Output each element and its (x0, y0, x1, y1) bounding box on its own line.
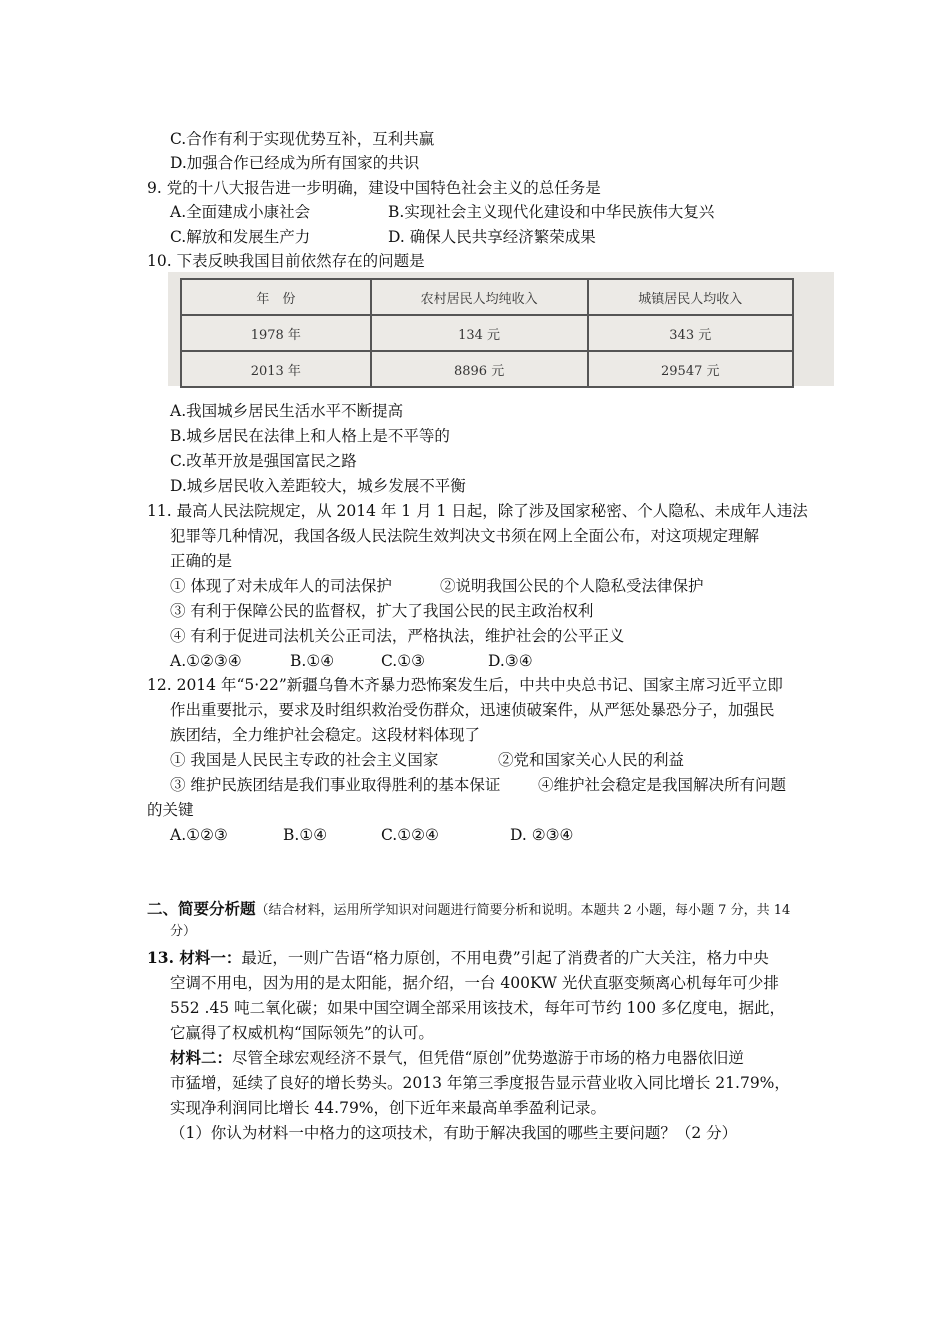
q11-statement-3: ③ 有利于保障公民的监督权，扩大了我国公民的民主政治权利 (170, 602, 594, 620)
q11-statement-1: ① 体现了对未成年人的司法保护 (170, 577, 392, 595)
q13-material2-line2: 市猛增，延续了良好的增长势头。2013 年第三季度报告显示营业收入同比增长 21.79%， (170, 1074, 790, 1092)
q12-option-c: C.①②④ (381, 826, 439, 844)
q10-stem: 10. 下表反映我国目前依然存在的问题是 (147, 252, 425, 270)
q11-statement-2: ②说明我国公民的个人隐私受法律保护 (440, 577, 704, 595)
table-cell: 343 元 (588, 315, 793, 351)
section2-note: （结合材料，运用所学知识对问题进行简要分析和说明。本题共 2 小题，每小题 7 分，共 14 (255, 903, 791, 918)
q11-stem-line1: 11. 最高人民法院规定，从 2014 年 1 月 1 日起，除了涉及国家秘密、个人隐私、未成年人违法 (147, 502, 808, 520)
table-header-cell: 农村居民人均纯收入 (371, 279, 588, 315)
q9-option-c: C.解放和发展生产力 (170, 228, 311, 246)
q13-material1-label: 13. 材料一： (147, 948, 242, 967)
q13-subquestion-1: （1）你认为材料一中格力的这项技术，有助于解决我国的哪些主要问题？（2 分） (170, 1124, 738, 1142)
q12-stem-line2: 作出重要批示，要求及时组织救治受伤群众，迅速侦破案件，从严惩处暴恐分子，加强民 (170, 701, 775, 719)
q8-option-d: D.加强合作已经成为所有国家的共识 (170, 154, 420, 172)
table-cell: 29547 元 (588, 351, 793, 387)
q13-material2-line3: 实现净利润同比增长 44.79%，创下近年来最高单季盈利记录。 (170, 1099, 607, 1117)
q12-option-b: B.①④ (283, 826, 328, 844)
q10-option-d: D.城乡居民收入差距较大，城乡发展不平衡 (170, 477, 466, 495)
q13-material1-line3: 552 .45 吨二氧化碳；如果中国空调全部采用该技术，每年可节约 100 多亿度电，据此， (170, 999, 786, 1017)
q12-statement-1: ① 我国是人民民主专政的社会主义国家 (170, 751, 439, 769)
q9-option-a: A.全面建成小康社会 (170, 203, 311, 221)
q12-option-d: D. ②③④ (510, 826, 574, 844)
table-cell: 8896 元 (371, 351, 588, 387)
table-cell: 1978 年 (181, 315, 371, 351)
q10-option-a: A.我国城乡居民生活水平不断提高 (170, 402, 404, 420)
table-header-cell: 年 份 (181, 279, 371, 315)
q12-option-a: A.①②③ (170, 826, 228, 844)
table-header-row (181, 279, 793, 315)
q12-statement-4-cont: 的关键 (147, 801, 194, 819)
q13-material1-line2: 空调不用电，因为用的是太阳能，据介绍，一台 400KW 光伏直驱变频离心机每年可少排 (170, 974, 779, 992)
table-header-cell: 城镇居民人均收入 (588, 279, 793, 315)
q13-material1-line1 (147, 947, 769, 969)
q9-option-b: B.实现社会主义现代化建设和中华民族伟大复兴 (388, 203, 715, 221)
q11-stem-line2: 犯罪等几种情况，我国各级人民法院生效判决文书须在网上全面公布，对这项规定理解 (170, 527, 760, 545)
q12-statement-3: ③ 维护民族团结是我们事业取得胜利的基本保证 (170, 776, 501, 794)
q9-option-d: D. 确保人民共享经济繁荣成果 (388, 228, 596, 246)
q13-material2-line1 (170, 1047, 744, 1069)
section2-note-cont: 分） (170, 924, 197, 939)
q11-option-d: D.③④ (488, 652, 533, 670)
q13-material1-line4: 它赢得了权威机构“国际领先”的认可。 (170, 1024, 434, 1042)
q11-statement-4: ④ 有利于促进司法机关公正司法，严格执法，维护社会的公平正义 (170, 627, 625, 645)
table-row (181, 315, 793, 351)
q10-option-b: B.城乡居民在法律上和人格上是不平等的 (170, 427, 450, 445)
q12-stem-line1: 12. 2014 年“5·22”新疆乌鲁木齐暴力恐怖案发生后，中共中央总书记、国家主席习近平立即 (147, 676, 783, 694)
table-row (181, 351, 793, 387)
q12-stem-line3: 族团结，全力维护社会稳定。这段材料体现了 (170, 726, 481, 744)
q13-material1-text: 最近，一则广告语“格力原创，不用电费”引起了消费者的广大关注，格力中央 (241, 949, 769, 967)
q13-material2-label: 材料二： (170, 1048, 233, 1067)
q12-statement-2: ②党和国家关心人民的利益 (498, 751, 685, 769)
q10-option-c: C.改革开放是强国富民之路 (170, 452, 357, 470)
income-table (180, 278, 794, 388)
q11-option-c: C.①③ (381, 652, 426, 670)
q13-material2-text: 尽管全球宏观经济不景气，但凭借“原创”优势遨游于市场的格力电器依旧逆 (232, 1049, 744, 1067)
section2-title: 二、简要分析题 (147, 899, 256, 918)
table-cell: 134 元 (371, 315, 588, 351)
section2-heading (147, 898, 790, 922)
q11-option-a: A.①②③④ (170, 652, 242, 670)
q12-statement-4: ④维护社会稳定是我国解决所有问题 (538, 776, 787, 794)
q8-option-c: C.合作有利于实现优势互补，互利共赢 (170, 130, 435, 148)
q11-option-b: B.①④ (290, 652, 335, 670)
q9-stem: 9. 党的十八大报告进一步明确，建设中国特色社会主义的总任务是 (147, 179, 601, 197)
q11-stem-line3: 正确的是 (170, 552, 233, 570)
table-cell: 2013 年 (181, 351, 371, 387)
